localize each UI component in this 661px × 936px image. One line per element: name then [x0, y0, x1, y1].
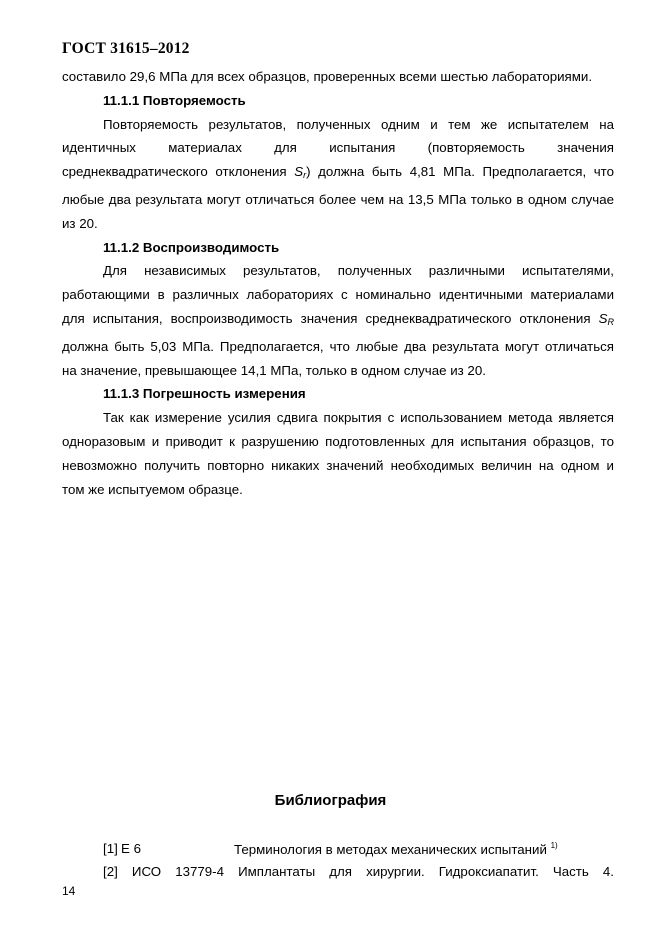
paragraph-line: одноразовым и приводит к разрушению подготовленных для испытания образцов, то	[62, 433, 614, 449]
document-body	[62, 65, 614, 501]
symbol-s: S	[598, 310, 608, 326]
bibliography-code: E 6	[121, 841, 141, 856]
bibliography-text	[234, 841, 558, 857]
section-heading-reproducibility: 11.1.2 Воспроизводимость	[103, 239, 280, 255]
text-span: среднеквадратического отклонения	[62, 164, 295, 180]
bibliography-line	[103, 864, 614, 879]
section-heading-repeatability: 11.1.1 Повторяемость	[103, 92, 246, 108]
paragraph-line: идентичных материалах для испытания (повторяемость значения	[62, 140, 614, 156]
paragraph-line	[62, 160, 614, 188]
bibliography-title: Библиография	[274, 792, 387, 809]
page-number: 14	[62, 884, 76, 898]
paragraph-line: из 20.	[62, 215, 98, 231]
paragraph-line: невозможно получить повторно никаких значений необходимых величин на одном и	[62, 457, 614, 473]
intro-line: составило 29,6 МПа для всех образцов, проверенных всеми шестью лабораториями.	[62, 69, 593, 84]
paragraph-line	[62, 307, 614, 335]
paragraph-line: Для независимых результатов, полученных различными испытателями,	[103, 263, 614, 279]
text-span: для испытания, воспроизводимость значения среднеквадратического отклонения	[62, 310, 599, 326]
section-heading-uncertainty: 11.1.3 Погрешность измерения	[103, 386, 306, 402]
paragraph-line: любые два результата могут отличаться более чем на 13,5 МПа только в одном случае	[62, 191, 614, 207]
paragraph-uncertainty	[62, 406, 614, 501]
paragraph-line: работающими в различных лабораториях с номинально идентичными материалами	[62, 287, 614, 303]
symbol-subscript: R	[607, 316, 614, 327]
footnote-marker: 1)	[550, 841, 558, 850]
paragraph-line: должна быть 5,03 МПа. Предполагается, что любые два результата могут отличаться	[62, 338, 614, 354]
paragraph-line: на значение, превышающее 14,1 МПа, только в одном случае из 20.	[62, 362, 486, 378]
paragraph-reproducibility	[62, 259, 614, 382]
paragraph-repeatability	[62, 113, 614, 236]
bibliography-title-text: Терминология в методах механических испытаний	[234, 842, 547, 857]
paragraph-line: Так как измерение усилия сдвига покрытия с использованием метода является	[103, 410, 614, 426]
document-header: ГОСТ 31615–2012	[62, 40, 190, 57]
bibliography-number: [1]	[103, 841, 118, 856]
bibliography-number: [2]	[103, 864, 118, 879]
bibliography-text: Имплантаты для хирургии. Гидроксиапатит. Часть 4.	[238, 864, 614, 879]
symbol-s: S	[294, 164, 304, 180]
paragraph-line: том же испытуемом образце.	[62, 481, 243, 497]
bibliography-code: ИСО 13779-4	[131, 864, 224, 879]
symbol-subscript: r	[303, 170, 307, 181]
paragraph-line: Повторяемость результатов, полученных одним и тем же испытателем на	[103, 116, 614, 132]
text-span: ) должна быть 4,81 МПа. Предполагается, что	[306, 164, 614, 180]
